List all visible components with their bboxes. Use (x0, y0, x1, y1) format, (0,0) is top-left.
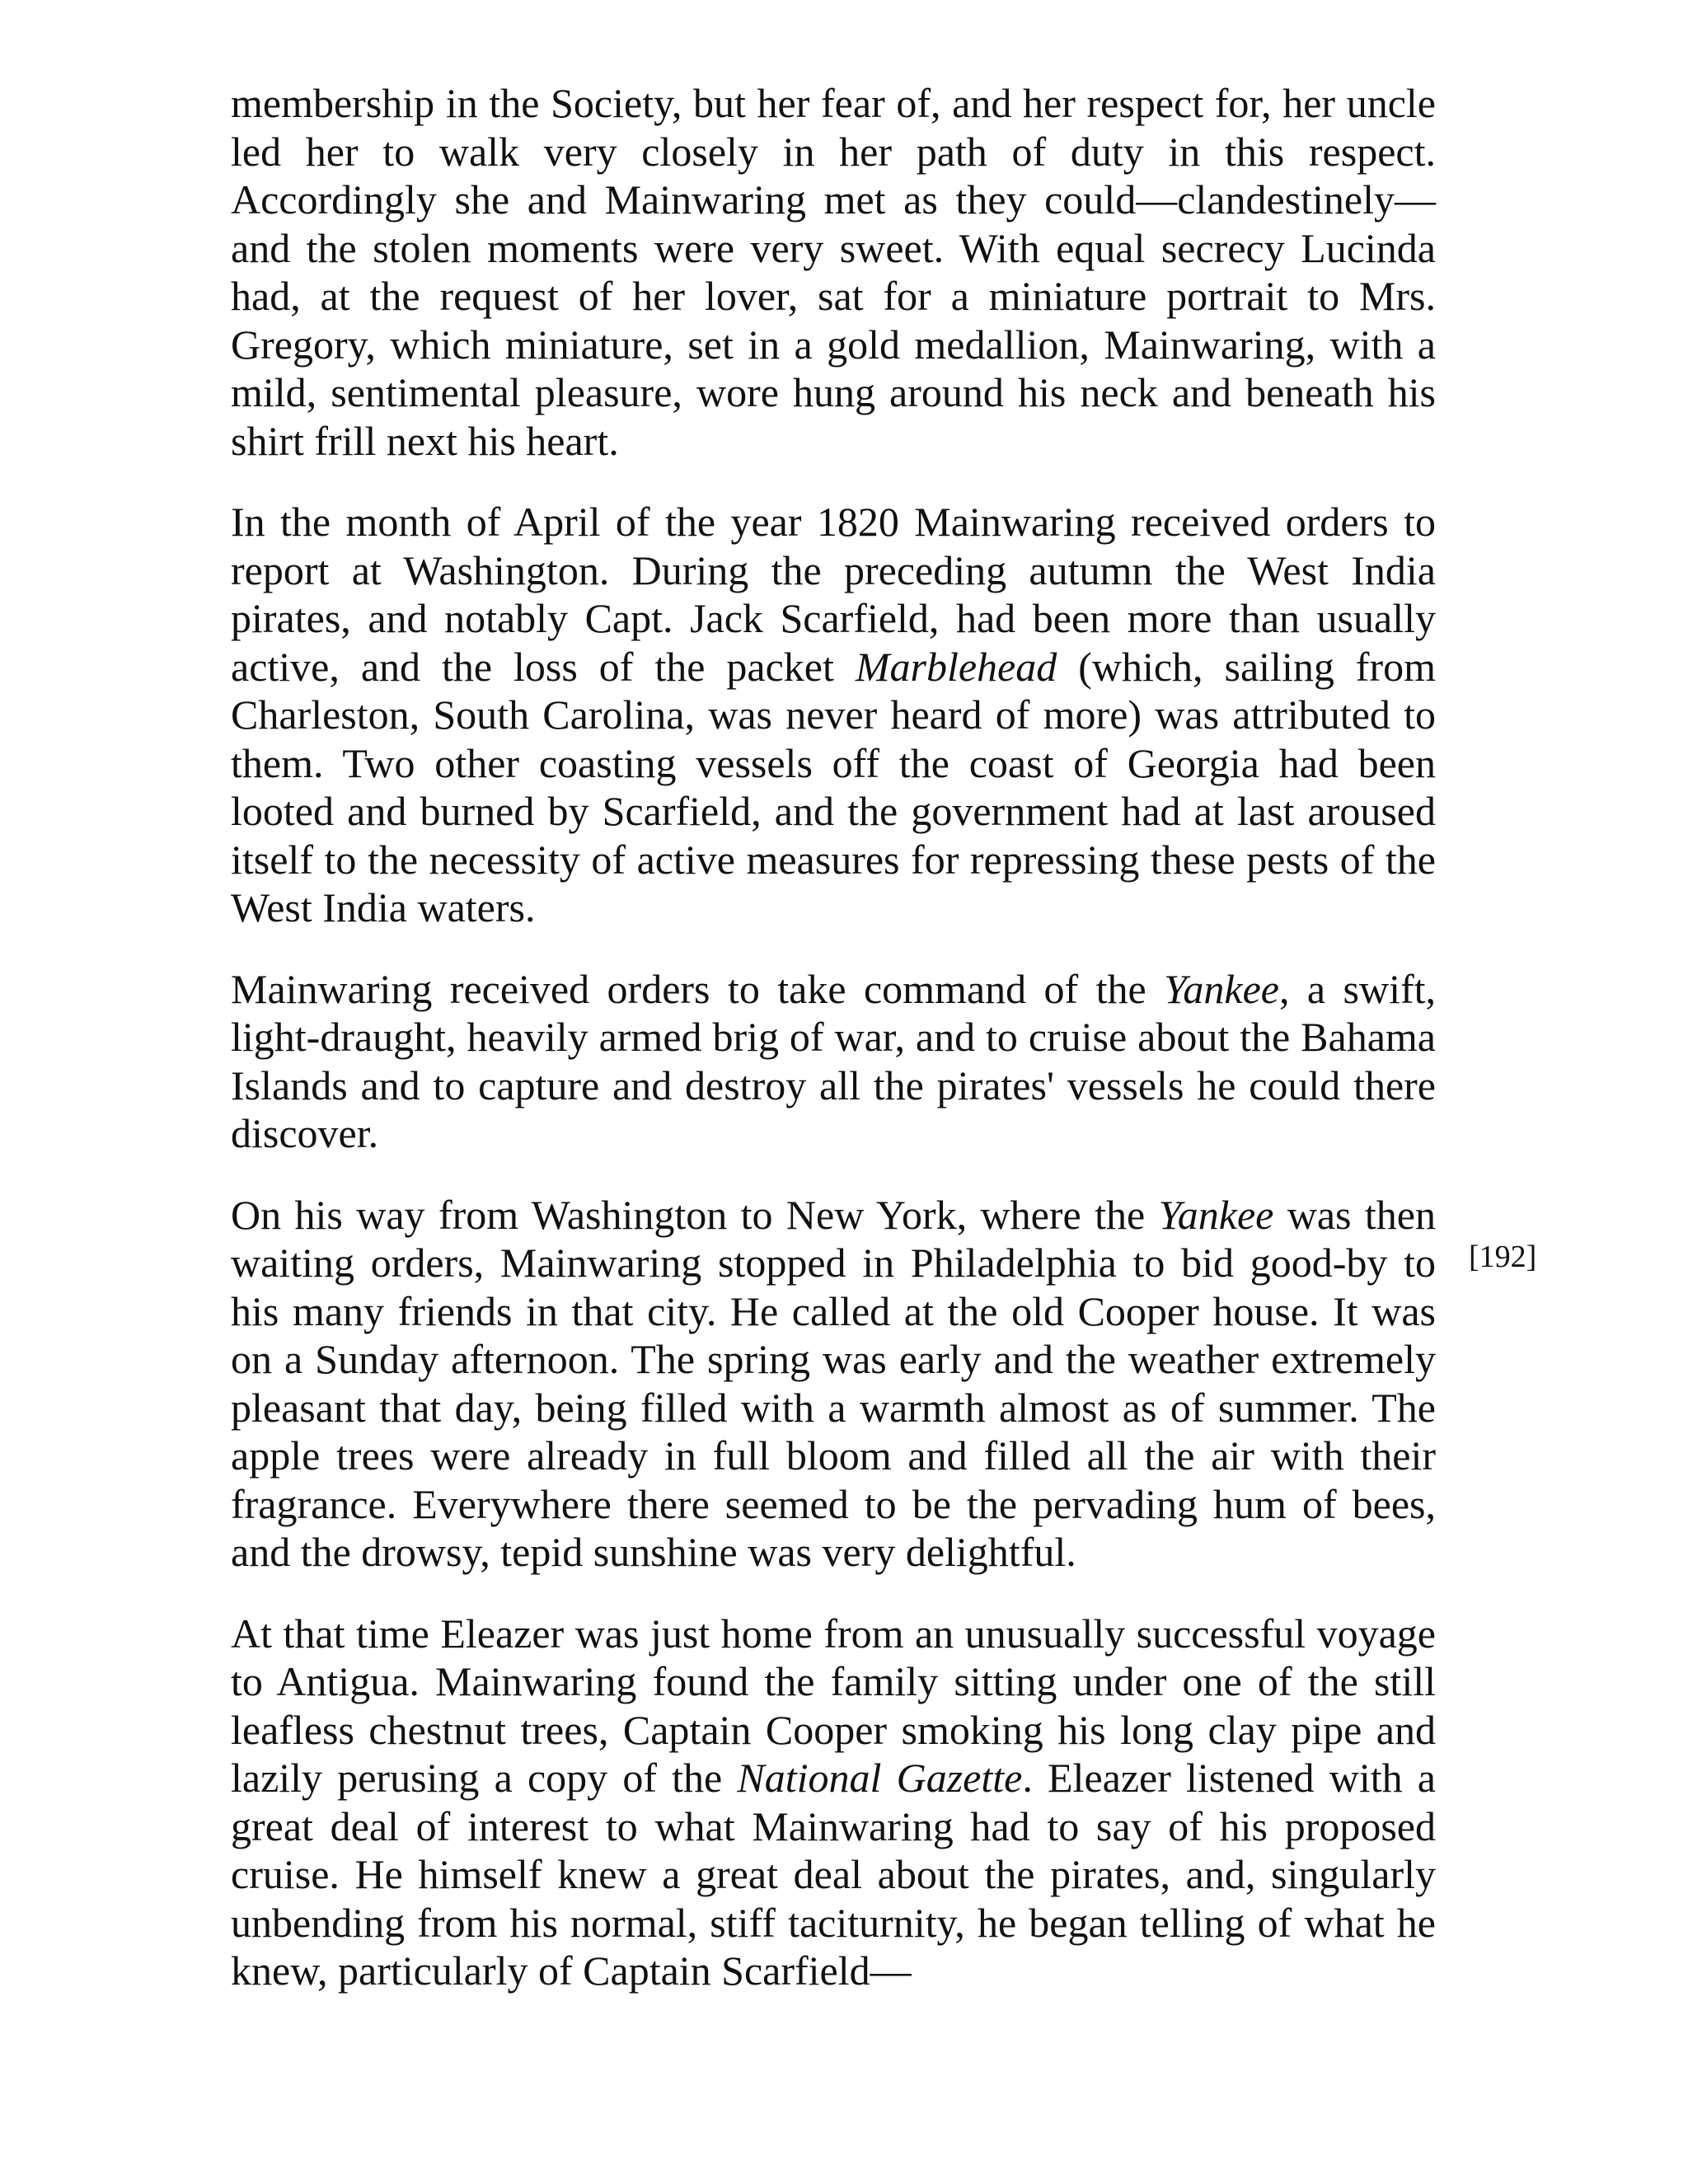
paragraph-4-text-a: On his way from Washington to New York, where the (231, 1191, 1159, 1238)
paragraph-3 (231, 965, 1436, 1158)
paragraph-3-text-a: Mainwaring received orders to take command of the (231, 965, 1165, 1012)
ship-name-marblehead: Marblehead (855, 643, 1057, 690)
paragraph-4 (231, 1191, 1436, 1577)
paragraph-2-text-b: (which, sailing from Charleston, South Carolina, was never heard of more) was attributed to them. Two other coasting vessels off the coast of Georgia had been looted and burned by Scarfield, and the government had at last aroused itself to the necessity of active measures for repressing these pests of the West India waters. (231, 643, 1436, 930)
ship-name-yankee-2: Yankee (1158, 1191, 1274, 1238)
paragraph-1-text: membership in the Society, but her fear of, and her respect for, her uncle led her to walk very closely in her path of duty in this respect. Accordingly she and Mainwaring met as they could—clandestinely—and the stolen moments were very sweet. With equal secrecy Lucinda had, at the request of her lover, sat for a miniature portrait to Mrs. Gregory, which miniature, set in a gold medallion, Mainwaring, with a mild, sentimental pleasure, wore hung around his neck and beneath his shirt frill next his heart. (231, 80, 1436, 464)
paragraph-5-text-a: At that time Eleazer was just home from an unusually successful voyage to Antigua. Mainwaring found the family sitting under one of the still leafless chestnut trees, Captain Cooper smoking his long clay pipe and lazily perusing a copy of the (231, 1610, 1436, 1801)
page-number: [192] (1469, 1240, 1537, 1274)
paragraph-1 (231, 79, 1436, 465)
paragraph-2 (231, 498, 1436, 932)
paragraph-4-text-b: was then waiting orders, Mainwaring stopped in Philadelphia to bid good-by to his many friends in that city. He called at the old Cooper house. It was on a Sunday afternoon. The spring was early and the weather extremely pleasant that day, being filled with a warmth almost as of summer. The apple trees were already in full bloom and filled all the air with their fragrance. Everywhere there seemed to be the pervading hum of bees, and the drowsy, tepid sunshine was very delightful. (231, 1191, 1436, 1575)
paragraph-5-text-b: . Eleazer listened with a great deal of interest to what Mainwaring had to say of his proposed cruise. He himself knew a great deal about the pirates, and, singularly unbending from his normal, stiff taciturnity, he began telling of what he knew, particularly of Captain Scarfield— (231, 1755, 1436, 1994)
newspaper-title-national-gazette: National Gazette (737, 1755, 1023, 1801)
paragraph-3-text-b: , a swift, light-draught, heavily armed brig of war, and to cruise about the Bahama Islands and to capture and destroy all the pirates' vessels he could there discover. (231, 965, 1437, 1156)
page-body (231, 79, 1436, 2028)
ship-name-yankee: Yankee (1164, 965, 1279, 1012)
paragraph-2-text-a: In the month of April of the year 1820 Mainwaring received orders to report at Washington. During the preceding autumn the West India pirates, and notably Capt. Jack Scarfield, had been more than usually active, and the loss of the packet (231, 499, 1436, 690)
paragraph-5 (231, 1610, 1436, 1995)
